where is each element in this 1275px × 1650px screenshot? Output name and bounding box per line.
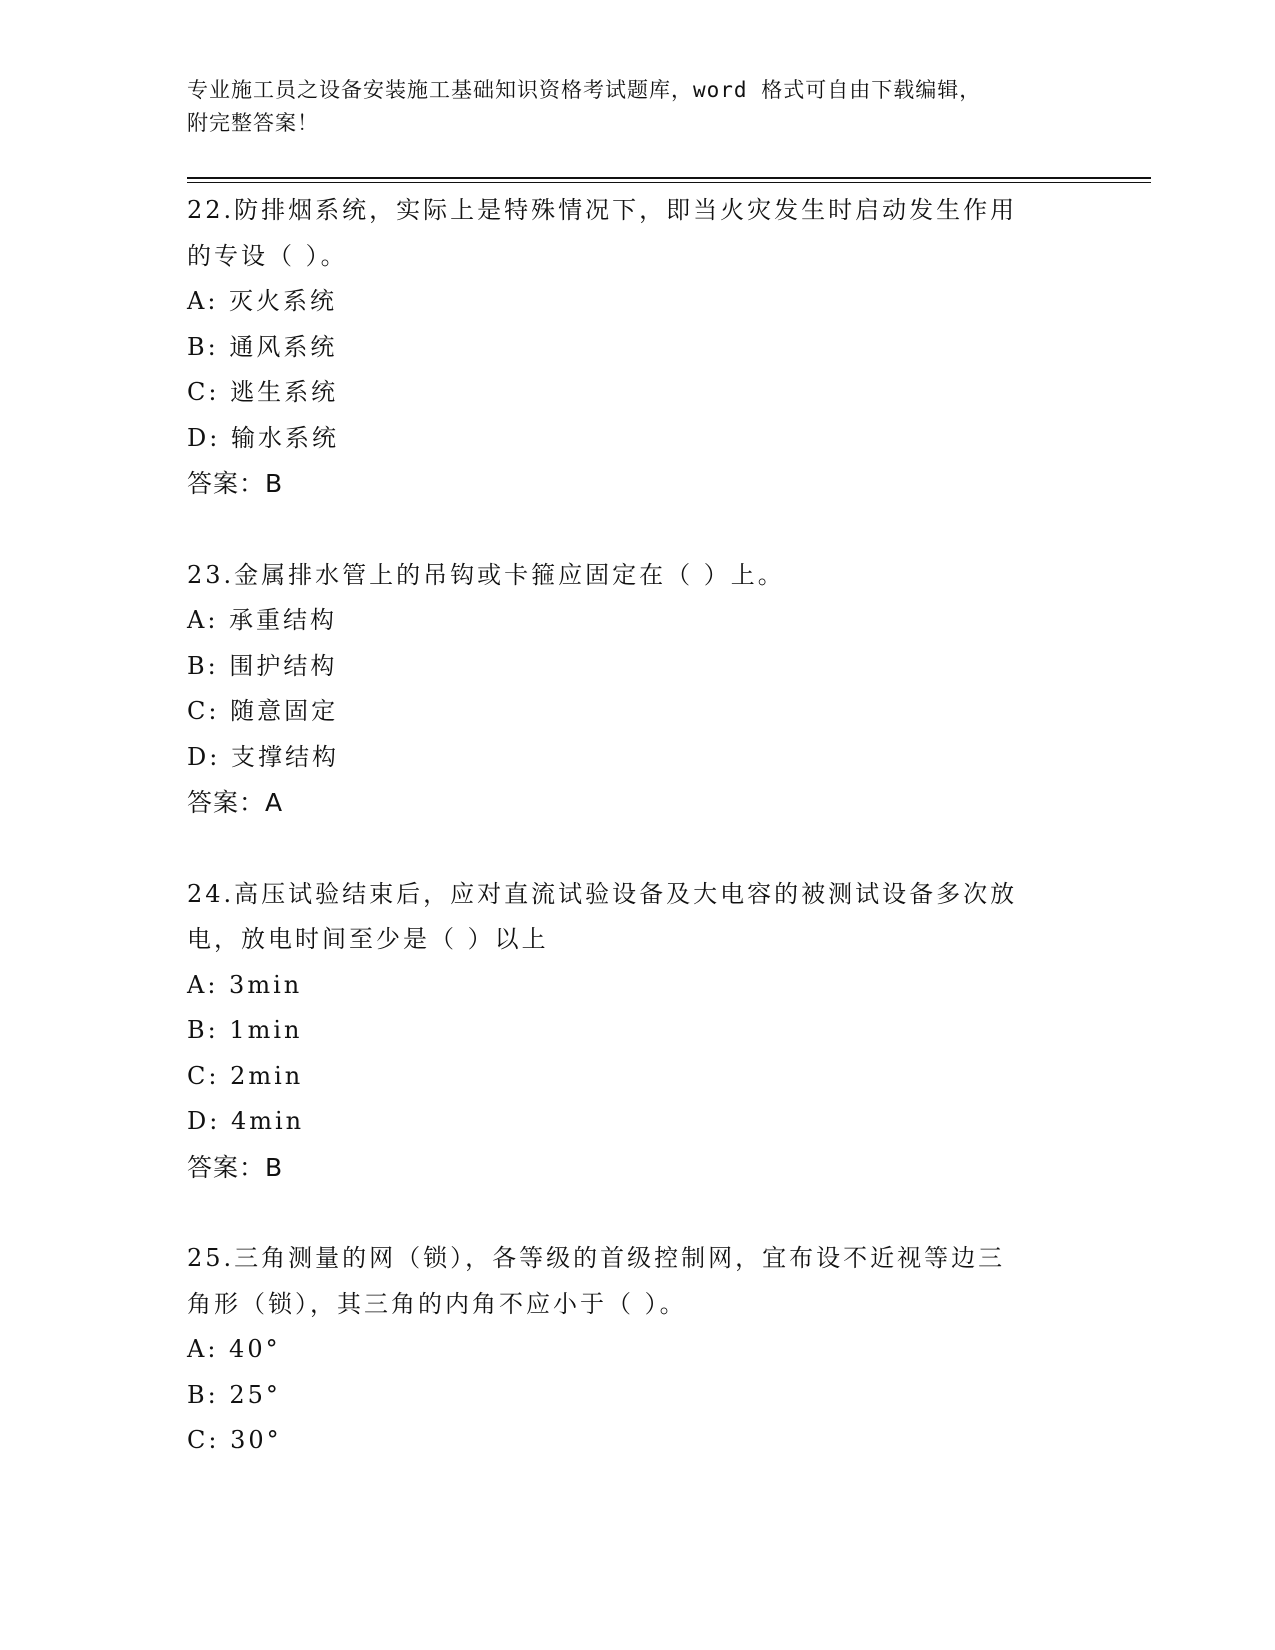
option-c: C: 2min	[187, 1061, 304, 1090]
question-25	[187, 1236, 1087, 1464]
option-a: A: 3min	[187, 970, 303, 999]
question-stem-line: 的专设（ ）。	[187, 241, 348, 270]
option-a: A: 灭火系统	[187, 287, 338, 315]
question-stem-line: 23.金属排水管上的吊钩或卡箍应固定在（ ）上。	[187, 560, 785, 589]
option-d: D: 支撑结构	[187, 742, 339, 771]
question-22	[187, 188, 1087, 507]
question-24	[187, 872, 1087, 1191]
header-line-1: 专业施工员之设备安装施工基础知识资格考试题库，word 格式可自由下载编辑，	[187, 78, 982, 102]
option-c: C: 逃生系统	[187, 378, 339, 406]
question-list	[187, 188, 1087, 1510]
answer-line: 答案：B	[187, 469, 284, 498]
option-d: D: 4min	[187, 1107, 305, 1135]
document-header	[187, 74, 1087, 140]
option-a: A: 40°	[187, 1335, 281, 1363]
answer-line: 答案：A	[187, 788, 284, 817]
question-23	[187, 553, 1087, 826]
header-line-2: 附完整答案！	[187, 111, 319, 135]
option-c: C: 30°	[187, 1426, 282, 1454]
option-b: B: 1min	[187, 1016, 303, 1044]
option-b: B: 围护结构	[187, 651, 338, 680]
question-stem-line: 22.防排烟系统，实际上是特殊情况下，即当火灾发生时启动发生作用	[187, 196, 1018, 224]
header-divider-thin	[187, 182, 1151, 183]
option-c: C: 随意固定	[187, 697, 339, 725]
question-stem-line: 角形（锁），其三角的内角不应小于（ ）。	[187, 1289, 687, 1318]
question-stem-line: 24.高压试验结束后，应对直流试验设备及大电容的被测试设备多次放	[187, 879, 1018, 908]
option-b: B: 通风系统	[187, 332, 338, 361]
header-divider-thick	[187, 177, 1151, 179]
question-stem-line: 25.三角测量的网（锁），各等级的首级控制网，宜布设不近视等边三	[187, 1244, 1006, 1272]
option-a: A: 承重结构	[187, 606, 338, 634]
option-d: D: 输水系统	[187, 423, 339, 452]
answer-line: 答案：B	[187, 1152, 284, 1182]
question-stem-line: 电，放电时间至少是（ ）以上	[187, 925, 549, 953]
option-b: B: 25°	[187, 1380, 281, 1409]
